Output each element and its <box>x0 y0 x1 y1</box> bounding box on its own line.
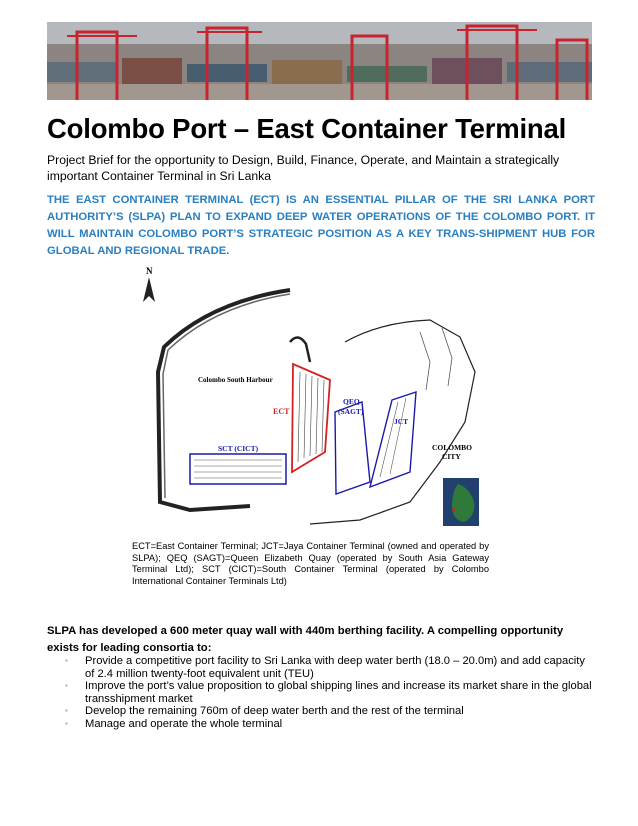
city-label-2: CITY <box>442 452 461 461</box>
list-item <box>65 718 595 731</box>
jct-label: JCT <box>394 417 409 426</box>
list-item-text: Provide a competitive port facility to Sri Lanka with deep water berth (18.0 – 20.0m) and add capacity of 2.4 million twenty-foot equivalent unit (TEU) <box>85 655 585 680</box>
sct-terminal-area <box>190 454 286 484</box>
sct-label: SCT (CICT) <box>218 444 259 453</box>
north-label: N <box>146 266 153 276</box>
sagt-label: (SAGT) <box>338 407 364 416</box>
list-item <box>65 655 595 680</box>
list-item <box>65 705 595 718</box>
port-map-figure <box>130 262 500 532</box>
bullet-icon: ▪ <box>65 681 68 691</box>
page-title: Colombo Port – East Container Terminal <box>47 113 567 144</box>
ect-label: ECT <box>273 407 290 416</box>
bullet-icon: ▪ <box>65 718 68 728</box>
bullet-icon: ▪ <box>65 656 68 665</box>
list-item-text: Improve the port’s value proposition to global shipping lines and increase its market share in the global transshipment market <box>85 680 592 705</box>
page-subtitle: Project Brief for the opportunity to Design, Build, Finance, Operate, and Maintain a strategically important Container Terminal in Sri Lanka <box>47 153 560 183</box>
opportunity-paragraph: SLPA has developed a 600 meter quay wall with 440m berthing facility. A compelling opportunity exists for leading consortia to: <box>47 625 564 654</box>
jct-terminal-area <box>370 392 416 487</box>
qeq-label: QEQ <box>343 397 360 406</box>
lead-paragraph: THE EAST CONTAINER TERMINAL (ECT) IS AN ESSENTIAL PILLAR OF THE SRI LANKA PORT AUTHORITY’S (SLPA) PLAN TO EXPAND DEEP WATER OPERATIONS OF THE COLOMBO PORT. IT WILL MAINTAIN COLOMBO PORT’S STRATEGIC POSITION AS A KEY TRANS-SHIPMENT HUB FOR GLOBAL AND REGIONAL TRADE. <box>47 194 595 257</box>
list-item <box>65 680 595 705</box>
list-item-text: Manage and operate the whole terminal <box>85 717 283 730</box>
port-cranes-photo-icon <box>47 22 592 100</box>
opportunity-list <box>65 655 595 731</box>
harbour-label: Colombo South Harbour <box>198 376 273 384</box>
port-banner-image <box>47 22 592 100</box>
colombo-location-marker <box>452 508 455 511</box>
map-caption: ECT=East Container Terminal; JCT=Jaya Container Terminal (owned and operated by SLPA); QEQ (SAGT)=Queen Elizabeth Quay (operated by South Asia Gateway Terminal Ltd); SCT (CICT)=South Container Terminal (operated by Colombo International Container Terminals Ltd) <box>132 541 489 586</box>
north-arrow-icon <box>143 277 155 302</box>
colombo-port-map <box>130 262 500 532</box>
list-item-text: Develop the remaining 760m of deep water berth and the rest of the terminal <box>85 705 464 718</box>
city-label-1: COLOMBO <box>432 443 473 452</box>
bullet-icon: ▪ <box>65 706 68 716</box>
